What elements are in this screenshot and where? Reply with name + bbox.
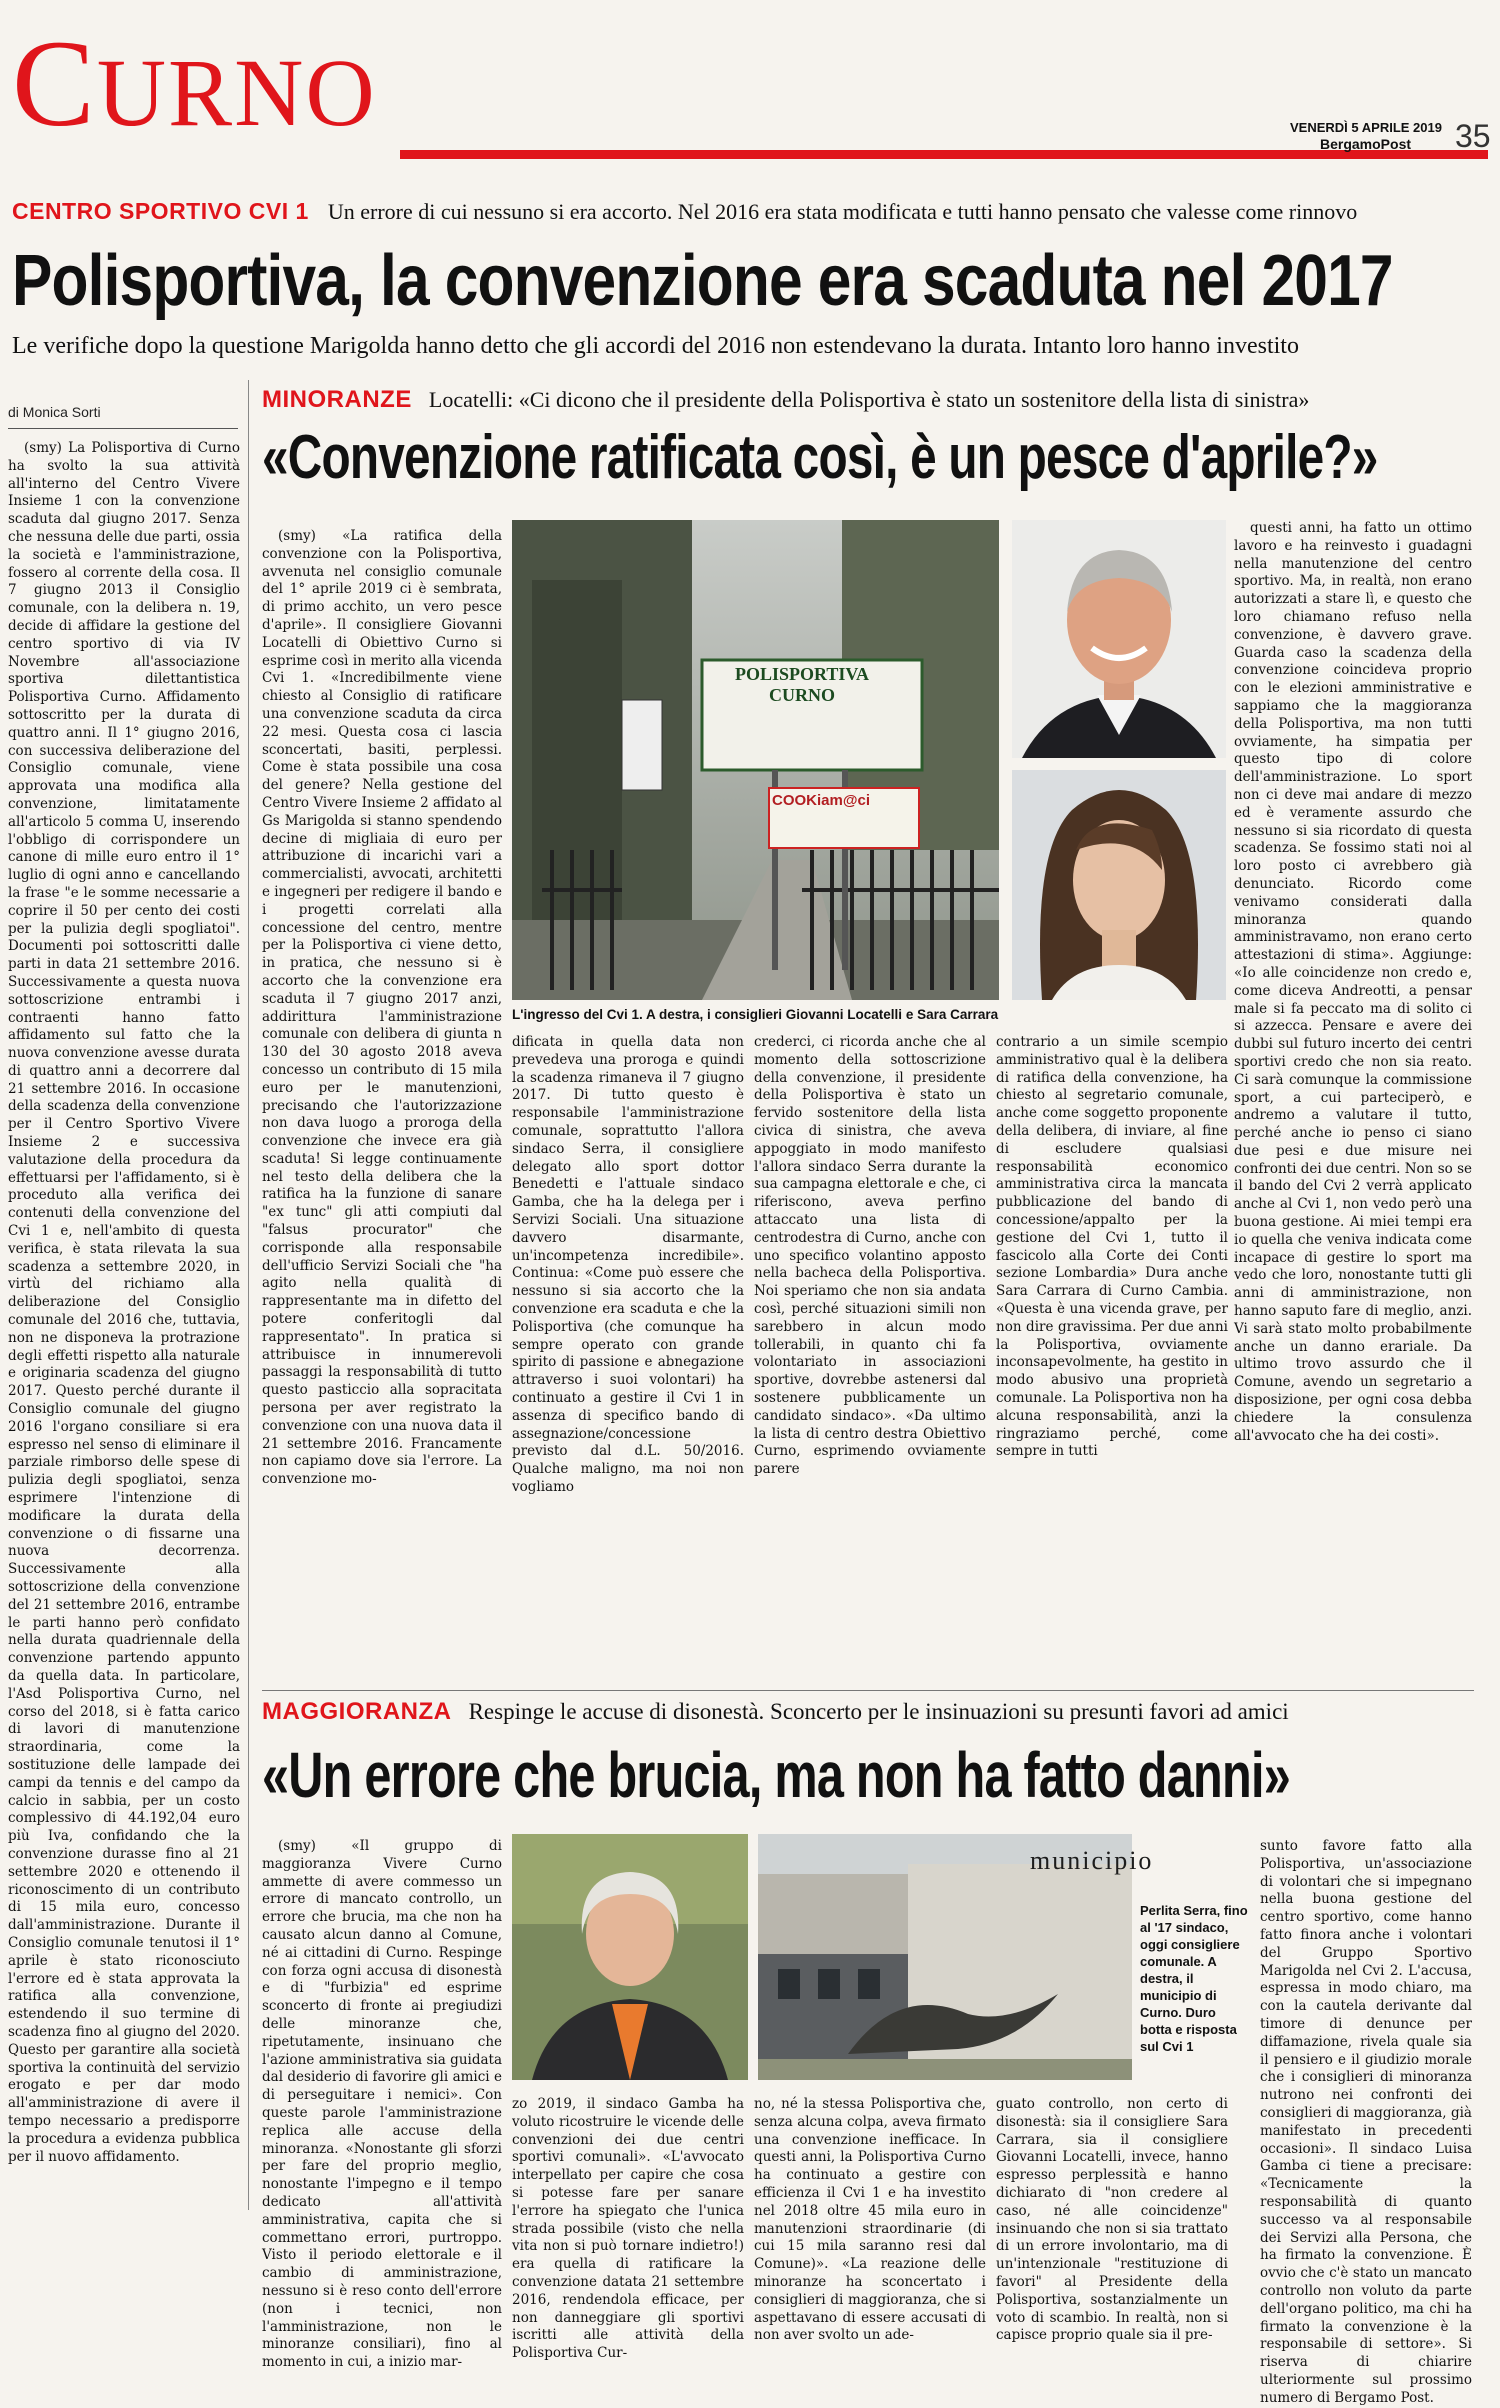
minoranze-text-1: (smy) «La ratifica della convenzione con la Polisportiva, avvenuta nel consiglio comunale del 1° aprile 2019 ci è sembrata, di primo acchito, un vero pesce d'aprile». Il consigliere Giovanni Locatelli di Obiettivo Curno si esprime così in merito alla vicenda Cvi 1. «Incredibilmente viene chiesto al Consiglio di ratificare una convenzione scaduta da circa 22 mesi. Questa cosa ci lascia sconcertati, basiti, perplessi. Come è stata possibile una cosa del genere? Nella gestione del Centro Vivere Insieme 2 affidato al Gs Marigolda si stanno spendendo decine di migliaia di euro per attribuzione di incarichi vari a commercialisti, avvocati, architetti e ingegneri per redigere il bando e i progetti correlati alla concessione del centro, mentre per la Polisportiva ci viene detto, in pratica, che nessuno si è accorto che la convenzione era scaduta il 7 giugno 2017 anzi, addirittura l'amministrazione comunale con delibera di giunta n 130 del 30 agosto 2018 aveva concesso un contributo di 15 mila euro per le manutenzioni, precisando che l'autorizzazione non dava luogo a proroga della convenzione che invece era già scaduta! Si legge continuamente nel testo della delibera che la ratifica ha la funzione di sanare "ex tunc" gli atti compiuti dal "falsus procurator" che corrisponde alla responsabile dell'ufficio Servizi Sociali che "ha agito nella qualità di rappresentante ma in difetto del potere conferitogli dal rappresentato". In pratica si attribuisce in innumerevoli passaggi la responsabilità di tutto questo pasticcio alla sopracitata persona per aver registrato la convenzione con una nuova data il 21 settembre 2016. Francamente non capiamo dove sia l'errore. La convenzione mo-: [262, 528, 502, 1488]
minoranze-column-1: [262, 528, 502, 1840]
minoranze-text-4: contrario a un simile scempio amministrativo qual è la delibera di ratifica della convenzione, ha chiesto al segretario comunale, anche come soggetto proponente della delibera, di inviare, al fine di escludere qualsiasi responsabilità economico amministrativa circa la mancata pubblicazione del bando di concessione/appalto per la gestione del Cvi 1, tutto il fascicolo alla Corte dei Conti sezione Lombardia» Dura anche Sara Carrara di Curno Cambia. «Questa è una vicenda grave, per non dire gravissima. Per due anni la Polisportiva, ovviamente inconsapevolmente, ha gestito in modo abusivo una proprietà comunale. La Polisportiva non ha alcuna responsabilità, anzi la ringraziamo perché, come sempre in tutti: [996, 1034, 1228, 1460]
locatelli-portrait: [1012, 520, 1226, 758]
top-subhead: Le verifiche dopo la questione Marigolda hanno detto che gli accordi del 2016 non estendevano la durata. Intanto loro hanno investito: [12, 333, 1299, 359]
serra-portrait: [512, 1834, 748, 2080]
sign-polisportiva: POLISPORTIVA CURNO: [734, 664, 870, 705]
maggioranza-column-1: [262, 1838, 502, 2371]
maggioranza-kicker-line: [262, 1698, 1289, 1726]
byline-rule: [8, 428, 238, 429]
issue-date: VENERDÌ 5 APRILE 2019: [1290, 120, 1442, 135]
minoranze-text-3: crederci, ci ricorda anche che al momento della sottoscrizione della convenzione, il presidente della Polisportiva è stato un fervido sostenitore della lista civica di sinistra, che aveva appoggiato in modo manifesto l'allora sindaco Serra durante la sua campagna elettorale e che, ci riferiscono, aveva perfino attaccato una lista di centrodestra di Curno, anche con uno specifico volantino apposto nella bacheca della Polisportiva. Noi speriamo che non sia andata così, perché situazioni simili non sarebbero in alcun modo tollerabili, in quanto chi fa volontariato in associazioni sportive, dovrebbe astenersi dal sostenere pubblicamente un candidato sindaco». «Da ultimo la lista di centro destra Obiettivo Curno, esprimendo ovviamente parere: [754, 1034, 986, 1478]
maggioranza-column-3: [754, 2096, 986, 2344]
column-divider: [248, 380, 249, 2210]
minoranze-column-5: [1234, 520, 1472, 1665]
newspaper-name: BergamoPost: [1320, 136, 1412, 152]
minoranze-text-5: questi anni, ha fatto un ottimo lavoro e ha reinvesto i guadagni nella manutenzione del centro sportivo. Ma, in realtà, non erano autorizzati a stare lì, e questo che loro chiamano refuso nella convenzione, è davvero grave. Guarda caso la scadenza della convenzione coincideva proprio con le elezioni amministrative e sappiamo che la maggioranza della Polisportiva, ma non tutti ovviamente, ha simpatia per questo tipo di colore dell'amministrazione. Lo sport non ci deve mai andare di mezzo ed è veramente assurdo che nessuno si sia ricordato di questa scadenza. Se fossimo stati noi al loro posto ci avrebbero già denunciato. Ricordo come venivamo considerati dalla minoranza quando amministravamo, non erano certo attestazioni di stima». Aggiunge: «Io alle coincidenze non credo e, come diceva Andreotti, a pensar male si fa peccato ma di solito ci si azzecca. Pensare e avere dei dubbi sul futuro incerto dei centri sportivi credo che non sia reato. Ci sarà comunque la commissione sport, a cui parteciperò, e andremo a valutare il tutto, perché anche io penso ci siano due pesi e due misure nei confronti dei due centri. Non so se il bando del Cvi 2 verrà applicato anche al Cvi 1, non vedo però una buona gestione. Ai miei tempi era io quella che veniva indicata come incapace di gestire lo sport ma vedo che loro, nonostante tutti gli anni di amministrazione, non hanno saputo fare di meglio, anzi. Vi sarà stato molto probabilmente anche un danno erariale. Da ultimo trovo assurdo che il Comune, avendo un segretario a disposizione, per ogni cosa debba chiedere la consulenza all'avvocato che ha dei costi».: [1234, 520, 1472, 1444]
minoranze-column-3: [754, 1034, 986, 1674]
byline: di Monica Sorti: [8, 404, 101, 420]
municipio-sign: municipio: [1030, 1846, 1154, 1875]
carrara-photo: [1012, 770, 1226, 1000]
maggioranza-kicker: MAGGIORANZA: [262, 1698, 452, 1725]
top-kicker-text: Un errore di cui nessuno si era accorto. Nel 2016 era stata modificata e tutti hanno pensato che valesse come rinnovo: [327, 199, 1358, 224]
top-headline: Polisportiva, la convenzione era scaduta nel 2017: [12, 241, 1393, 321]
masthead-rest: URNO: [96, 39, 377, 146]
minoranze-text-2: dificata in quella data non prevedeva una proroga e quindi la scadenza rimaneva il 7 giugno 2017. Di tutto questo è responsabile l'amministrazione comunale, soprattutto l'allora sindaco Serra, il consigliere delegato allo sport dottor Benedetti e l'attuale sindaco Gamba, che ha la delega per i Servizi Sociali. Una situazione davvero disarmante, un'incompetenza incredibile». Continua: «Come può essere che nessuno si sia accorto che la convenzione era scaduta e che la Polisportiva (che comunque ha sempre operato con grande spirito di passione e abnegazione attraverso i suoi volontari) ha continuato a gestire il Cvi 1 in assenza di specifico bando di assegnazione/concessione previsto dal d.L. 50/2016. Qualche maligno, ma noi non vogliamo: [512, 1034, 744, 1495]
masthead-title: [12, 15, 377, 152]
minoranze-column-4: [996, 1034, 1228, 1674]
minoranze-kicker-line: [262, 386, 1309, 414]
top-article-text: (smy) La Polisportiva di Curno ha svolto la sua attività all'interno del Centro Vivere Insieme 1 con la convenzione scaduta dal giugno 2017. Senza che nessuna delle due parti, ossia la società e l'amministrazione, fossero al corrente della cosa. Il 7 giugno 2013 il Consiglio comunale, con la delibera n. 19, decide di affidare la gestione del centro sportivo di via IV Novembre all'associazione sportiva dilettantistica Polisportiva Curno. Affidamento sottoscritto per la durata di quattro anni. Il 1° giugno 2016, con successiva deliberazione del Consiglio comunale, viene approvata una modifica alla convenzione, limitatamente all'articolo 5 comma U, inserendo l'obbligo di corrispondere un canone di mille euro entro il 1° luglio di ogni anno e cancellando la frase "e le somme necessarie a coprire il 50 per cento dei costi per la pulizia degli spogliatoi". Documenti poi sottoscritti dalle parti in data 21 settembre 2016. Successivamente a questa nuova sottoscrizione entrambi i contraenti hanno fatto affidamento sul fatto che la nuova convenzione avesse durata di quattro anni a decorrere dal 21 settembre 2016. In occasione della scadenza della convenzione per il Centro Sportivo Vivere Insieme 2 e successiva valutazione della procedura da effettuarsi per l'affidamento, si è proceduto alla verifica dei contenuti della convenzione del Cvi 1 e, nell'ambito di questa verifica, è stata rilevata la sua scadenza a settembre 2020, in virtù del richiamo alla deliberazione del Consiglio comunale del 2016 che, tuttavia, non ne disponeva la protrazione degli effetti rispetto alla naturale e originaria scadenza del giugno 2017. Questo perché durante il Consiglio comunale del giugno 2016 l'organo consiliare si era espresso nel senso di eliminare il parziale rimborso delle spese di pulizia degli spogliatoi, senza esprimere l'intenzione di modificare la durata della convenzione o di fissarne una nuova decorrenza. Successivamente alla sottoscrizione della convenzione del 21 settembre 2016, entrambe le parti hanno però confidato nella durata quadriennale della convenzione partendo appunto da quella data. In particolare, l'Asd Polisportiva Curno, nel corso del 2018, si è fatta carico di lavori di manutenzione straordinaria, come la sostituzione delle lampade dei campi da tennis e del campo da calcio in sabbia, per un costo complessivo di 44.192,04 euro più Iva, confidando che la convenzione durasse fino al 21 settembre 2020 e ottenendo il riconoscimento di un contributo di 15 mila euro, concesso dall'amministrazione. Durante il Consiglio comunale tenutosi il 1° aprile è stato riconosciuto l'errore ed è stata approvata la ratifica alla convenzione, estendendo il suo termine di scadenza fino al giugno del 2020. Questo per garantire alla società sportiva la continuità del servizio erogato e per dar modo all'amministrazione di avere il tempo necessario a predisporre la procedura a evidenza pubblica per il nuovo affidamento.: [8, 440, 240, 2165]
top-kicker-line: [12, 198, 1357, 225]
minoranze-photo-caption: L'ingresso del Cvi 1. A destra, i consiglieri Giovanni Locatelli e Sara Carrara: [512, 1007, 999, 1022]
serra-photo: [512, 1834, 748, 2080]
minoranze-column-2: [512, 1034, 744, 1674]
cvi1-entrance-illustration: [512, 520, 999, 1000]
maggioranza-kicker-text: Respinge le accuse di disonestà. Sconcerto per le insinuazioni su presunti favori ad amici: [468, 1699, 1289, 1724]
maggioranza-text-4: guato controllo, non certo di disonestà: sia il consigliere Sara Carrara, sia il consigliere Giovanni Locatelli, invece, hanno espresso perplessità e hanno dichiarato di "non credere al caso, né alle coincidenze" insinuando che non si sia trattato di un errore involontario, ma di un'intenzionale "restituzione di favori" al Presidente della Polisportiva, sostanzialmente un voto di scambio. In realtà, non si capisce proprio quale sia il pre-: [996, 2096, 1228, 2344]
maggioranza-text-1: (smy) «Il gruppo di maggioranza Vivere Curno ammette di avere commesso un errore di mancato controllo, un errore che brucia, ma che non ha causato alcun danno al Comune, né ai cittadini di Curno. Respinge con forza ogni accusa di disonestà e di "furbizia" ed esprime sconcerto di fronte ai pregiudizi delle minoranze che, ripetutamente, insinuano che l'azione amministrativa sia guidata dal desiderio di favorire gli amici e di perseguitare i nemici». Con queste parole l'amministrazione replica alle accuse della minoranza. «Nonostante gli sforzi per fare del proprio meglio, nonostante l'impegno e il tempo dedicato all'attività amministrativa, capita che si commettano errori, purtroppo. Visto il periodo elettorale e il cambio di amministrazione, nessuno si è reso conto dell'errore (non i tecnici, non l'amministrazione, non le minoranze consiliari), fino al momento in cui, a inizio mar-: [262, 1838, 502, 2371]
maggioranza-column-2: [512, 2096, 744, 2362]
page-number: 35: [1455, 118, 1491, 154]
minoranze-headline: «Convenzione ratificata così, è un pesce d'aprile?»: [262, 423, 1378, 492]
maggioranza-text-2: zo 2019, il sindaco Gamba ha voluto ricostruire le vicende delle convenzioni dei due centri sportivi comunali». «L'avvocato interpellato per capire che cosa si potesse fare per sanare l'errore ha spiegato che l'unica strada possibile (visto che nella vita non si può tornare indietro!) era quella di ratificare la convenzione datata 21 settembre 2016, rendendola efficace, per non danneggiare gli sportivi iscritti alle attività della Polisportiva Cur-: [512, 2096, 744, 2362]
carrara-portrait: [1012, 770, 1226, 1000]
maggioranza-text-5: sunto favore fatto alla Polisportiva, un'associazione di volontari che si impegnano nella buona gestione del centro sportivo, come hanno fatto finora anche i volontari del Gruppo Sportivo Marigolda nel Cvi 2. L'accusa, espressa in modo chiaro, ma con la cautela derivante dal timore di denunce per diffamazione, rivela quale sia il pensiero e il giudizio morale che i consiglieri di minoranza nutrono nei confronti dei consiglieri di maggioranza, già manifestato in precedenti occasioni». Il sindaco Luisa Gamba ci tiene a precisare: «Tecnicamente la responsabilità di quanto successo va al responsabile dei Servizi alla Persona, che ha firmato la convenzione. È ovvio che c'è stato un mancato controllo non voluto da parte dell'organo politico, ma chi ha firmato la convenzione è la responsabile di settore». Si riserva di chiarire ulteriormente sul prossimo numero di Bergamo Post.: [1260, 1838, 1472, 2406]
minoranze-kicker: MINORANZE: [262, 386, 412, 413]
maggioranza-photo-caption: Perlita Serra, fino al '17 sindaco, oggi consigliere comunale. A destra, il municipio di Curno. Duro botta e risposta sul Cvi 1: [1140, 1903, 1248, 2054]
section-divider: [262, 1690, 1474, 1691]
maggioranza-headline: «Un errore che brucia, ma non ha fatto danni»: [262, 1739, 1290, 1811]
top-kicker: CENTRO SPORTIVO CVI 1: [12, 198, 309, 224]
top-article-column: [8, 440, 240, 2205]
minoranze-kicker-text: Locatelli: «Ci dicono che il presidente della Polisportiva è stato un sostenitore della lista di sinistra»: [428, 387, 1310, 412]
masthead-initial: C: [12, 15, 97, 152]
locatelli-photo: [1012, 520, 1226, 758]
maggioranza-column-5: [1260, 1838, 1472, 2406]
sign-cookiamoci: COOKiam@ci: [772, 792, 870, 809]
cvi1-entrance-photo: [512, 520, 999, 1000]
maggioranza-text-3: no, né la stessa Polisportiva che, senza alcuna colpa, aveva firmato una convenzione inefficace. In questi anni, la Polisportiva Curno ha continuato a gestire con efficienza il Cvi 1 e ha investito nel 2018 oltre 45 mila euro in manutenzioni straordinarie (di cui 15 mila saranno resi dal Comune)». «La reazione delle minoranze ha sconcertato i consiglieri di maggioranza, che si aspettavano di essere accusati di non aver svolto un ade-: [754, 2096, 986, 2344]
maggioranza-column-4: [996, 2096, 1228, 2344]
